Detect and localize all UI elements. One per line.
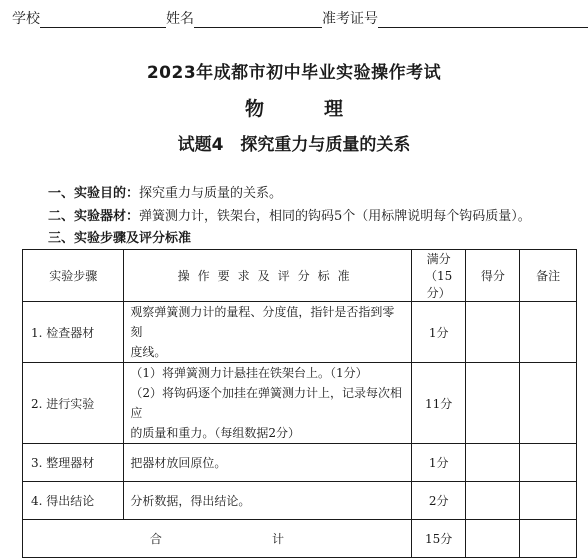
step-cell: 3. 整理器材	[23, 444, 124, 482]
criteria-line: 观察弹簧测力计的量程、分度值，指针是否指到零刻	[130, 305, 395, 339]
question-title: 试题4 探究重力与质量的关系	[177, 135, 411, 155]
header-score: 得分	[466, 250, 520, 302]
subject-char-2: 理	[324, 98, 344, 120]
name-label: 姓名	[166, 11, 194, 27]
criteria-line: 把器材放回原位。	[130, 455, 227, 470]
total-label	[23, 520, 412, 558]
step-cell: 4. 得出结论	[23, 482, 124, 520]
header-full-line1: 满分	[426, 252, 451, 266]
score-input-cell[interactable]	[466, 302, 520, 363]
note-cell[interactable]	[520, 363, 577, 444]
criteria-cell	[124, 363, 411, 444]
school-label: 学校	[12, 11, 40, 27]
table-row	[23, 302, 577, 363]
criteria-line: 的质量和重力。（每组数据2分）	[130, 426, 301, 440]
section-steps-label: 三、实验步骤及评分标准	[48, 231, 192, 246]
criteria-line: （2）将钩码逐个加挂在弹簧测力计上，记录每次相应	[130, 386, 403, 420]
full-score-cell: 1分	[411, 444, 465, 482]
score-input-cell[interactable]	[466, 444, 520, 482]
table-row	[23, 363, 577, 444]
full-score-cell: 1分	[411, 302, 465, 363]
exam-no-label: 准考证号	[322, 11, 378, 27]
total-note-cell[interactable]	[520, 520, 577, 558]
step-cell: 1. 检查器材	[23, 302, 124, 363]
criteria-cell	[124, 482, 411, 520]
score-input-cell[interactable]	[466, 482, 520, 520]
section-purpose-text: 探究重力与质量的关系。	[139, 186, 283, 201]
school-field[interactable]	[40, 13, 166, 28]
header-full-score	[411, 250, 465, 302]
note-cell[interactable]	[520, 302, 577, 363]
name-field[interactable]	[194, 13, 322, 28]
header-step: 实验步骤	[23, 250, 124, 302]
section-steps	[48, 227, 191, 246]
total-score-input-cell[interactable]	[466, 520, 520, 558]
criteria-cell	[124, 444, 411, 482]
section-purpose-label: 一、实验目的：	[48, 186, 140, 201]
exam-title: 2023年成都市初中毕业实验操作考试	[146, 63, 442, 83]
criteria-line: 度线。	[130, 345, 167, 359]
scoring-table	[22, 249, 577, 558]
section-equipment	[48, 205, 531, 224]
note-cell[interactable]	[520, 444, 577, 482]
full-score-cell: 2分	[411, 482, 465, 520]
table-row	[23, 482, 577, 520]
total-row	[23, 520, 577, 558]
criteria-line: 分析数据，得出结论。	[130, 493, 251, 508]
header-full-line2: （15分）	[424, 269, 453, 300]
header-note: 备注	[520, 250, 577, 302]
step-cell: 2. 进行实验	[23, 363, 124, 444]
total-full-score: 15分	[411, 520, 465, 558]
section-equipment-text: 弹簧测力计，铁架台，相同的钩码5个（用标牌说明每个钩码质量）。	[139, 209, 531, 224]
score-input-cell[interactable]	[466, 363, 520, 444]
total-char-2: 计	[271, 532, 284, 546]
note-cell[interactable]	[520, 482, 577, 520]
section-purpose	[48, 182, 282, 201]
full-score-cell: 11分	[411, 363, 465, 444]
candidate-info-row	[12, 8, 588, 28]
header-content: 操作要求及评分标准	[124, 250, 411, 302]
subject-title	[0, 94, 588, 121]
total-char-1: 合	[149, 532, 162, 546]
table-row	[23, 444, 577, 482]
table-header-row	[23, 250, 577, 302]
criteria-line: （1）将弹簧测力计悬挂在铁架台上。（1分）	[130, 366, 368, 380]
exam-no-field[interactable]	[378, 13, 588, 28]
criteria-cell	[124, 302, 411, 363]
section-equipment-label: 二、实验器材：	[48, 209, 140, 224]
subject-char-1: 物	[244, 98, 264, 120]
